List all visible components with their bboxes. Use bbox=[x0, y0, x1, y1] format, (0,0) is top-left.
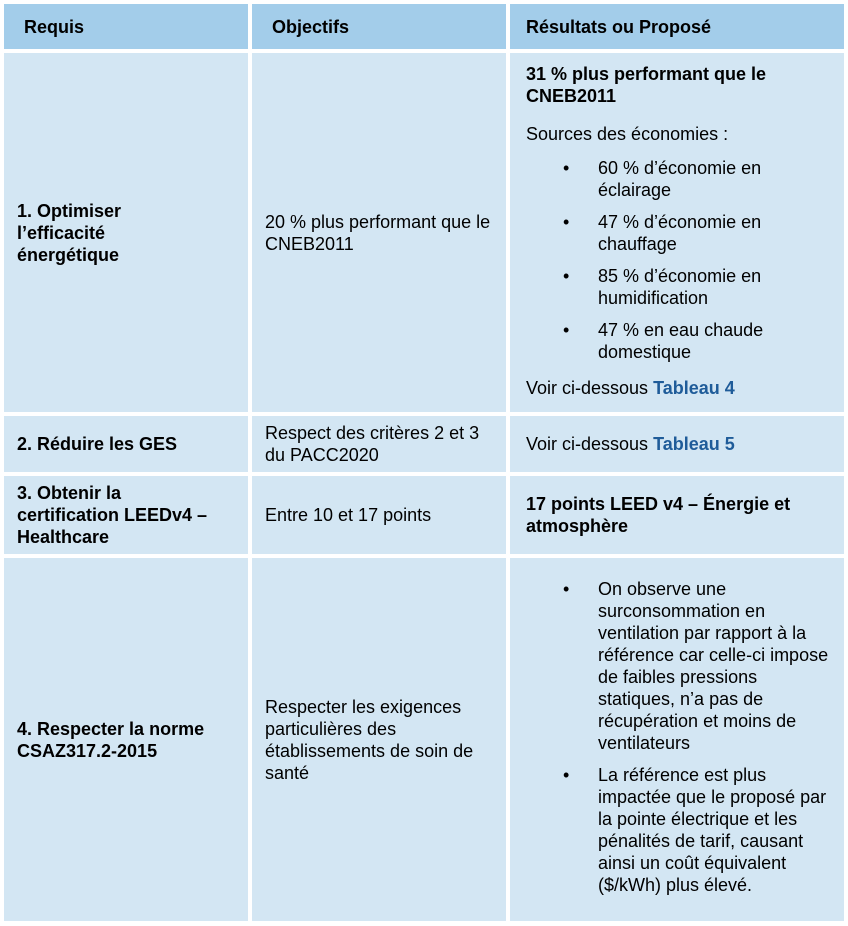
cell-resultat-4 bbox=[510, 558, 844, 921]
column-header-resultats: Résultats ou Proposé bbox=[510, 4, 844, 49]
list-item: • 60 % d’économie en éclairage bbox=[563, 157, 834, 201]
result-1-intro: 31 % plus performant que le CNEB2011 bbox=[526, 64, 767, 106]
cell-requis-1 bbox=[4, 53, 248, 412]
cell-requis-2: 2. Réduire les GES bbox=[4, 416, 248, 472]
result-1-see-below bbox=[526, 377, 834, 399]
cell-requis-3 bbox=[4, 476, 248, 554]
tableau-5-link[interactable]: Tableau 5 bbox=[653, 434, 735, 454]
table-row bbox=[4, 476, 844, 554]
cell-objectif-3: Entre 10 et 17 points bbox=[252, 476, 506, 554]
result-1-sources-label: Sources des économies : bbox=[526, 124, 729, 144]
table-row bbox=[4, 53, 844, 412]
cell-requis-4 bbox=[4, 558, 248, 921]
cell-resultat-1 bbox=[510, 53, 844, 412]
table-row bbox=[4, 416, 844, 472]
list-item: • La référence est plus impactée que le proposé par la pointe électrique et les pénalités de tarif, causant ainsi un coût équivalent ($/kWh) plus élevé. bbox=[563, 764, 834, 896]
cell-objectif-4: Respecter les exigences particulières des établissements de soin de santé bbox=[252, 558, 506, 921]
list-item: • On observe une surconsommation en ventilation par rapport à la référence car celle-ci impose de faibles pressions statiques, n’a pas de récupération et moins de ventilateurs bbox=[563, 578, 834, 754]
see-below-text: Voir ci-dessous bbox=[526, 378, 649, 398]
result-4-bullet-list bbox=[526, 578, 834, 896]
column-header-objectifs: Objectifs bbox=[252, 4, 506, 49]
cell-objectif-1: 20 % plus performant que le CNEB2011 bbox=[252, 53, 506, 412]
result-1-bullet-list bbox=[526, 157, 834, 363]
cell-objectif-2: Respect des critères 2 et 3 du PACC2020 bbox=[252, 416, 506, 472]
list-item: • 47 % d’économie en chauffage bbox=[563, 211, 834, 255]
column-header-requis: Requis bbox=[4, 4, 248, 49]
see-below-text: Voir ci-dessous bbox=[526, 434, 649, 454]
tableau-4-link[interactable]: Tableau 4 bbox=[653, 378, 735, 398]
cell-resultat-2 bbox=[510, 416, 844, 472]
cell-resultat-3: 17 points LEED v4 – Énergie et atmosphère bbox=[510, 476, 844, 554]
list-item: • 47 % en eau chaude domestique bbox=[563, 319, 834, 363]
requirement-1-label: 1. Optimiser l’efficacité énergétique bbox=[17, 200, 122, 265]
list-item: • 85 % d’économie en humidification bbox=[563, 265, 834, 309]
requirement-3-label: 3. Obtenir la certification LEEDv4 – Healthcare bbox=[17, 483, 208, 547]
table-row bbox=[4, 558, 844, 921]
requirement-4-label: 4. Respecter la norme CSAZ317.2-2015 bbox=[17, 718, 205, 761]
header-row bbox=[4, 4, 844, 49]
